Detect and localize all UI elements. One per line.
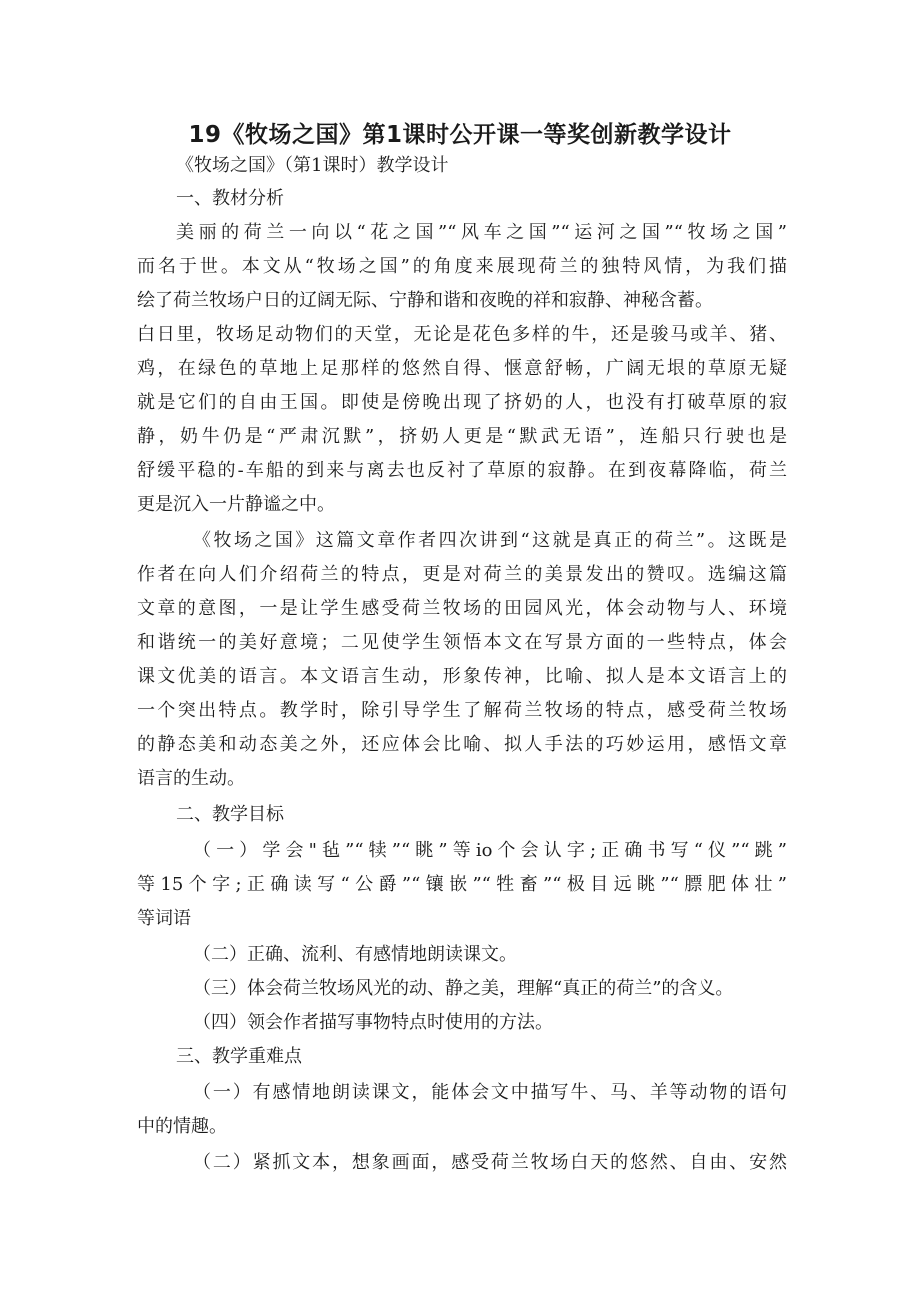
- paragraph-line: 一个突出特点。教学时，除引导学生了解荷兰牧场的特点，感受荷兰牧场: [137, 700, 787, 721]
- goal-item: （三）体会荷兰牧场风光的动、静之美，理解“真正的荷兰”的含义。: [193, 978, 734, 999]
- paragraph-line: 和谐统一的美好意境；二见使学生领悟本文在写景方面的一些特点，体会: [137, 632, 787, 653]
- paragraph-line: 《牧场之国》这篇文章作者四次讲到“这就是真正的荷兰”。这既是: [193, 530, 787, 551]
- document-subtitle: 《牧场之国》（第1课时）教学设计: [176, 155, 449, 176]
- paragraph-line: 美丽的荷兰一向以“花之国”“风车之国”“运河之国”“牧场之国”: [176, 222, 787, 243]
- section-heading-key-difficulties: 三、教学重难点: [176, 1046, 302, 1067]
- paragraph-line: 更是沉入一片静谧之中。: [137, 494, 335, 515]
- section-heading-material-analysis: 一、教材分析: [176, 188, 284, 209]
- paragraph-line: 舒缓平稳的-车船的到来与离去也反衬了草原的寂静。在到夜幕降临，荷兰: [137, 460, 787, 481]
- paragraph-line: 而名于世。本文从“牧场之国”的角度来展现荷兰的独特风情，为我们描: [137, 256, 787, 277]
- paragraph-line: 白日里，牧场足动物们的天堂，无论是花色多样的牛，还是骏马或羊、猪、: [137, 324, 787, 345]
- section-heading-teaching-goals: 二、教学目标: [176, 804, 284, 825]
- paragraph-line: 文章的意图，一是让学生感受荷兰牧场的田园风光，体会动物与人、环境: [137, 598, 787, 619]
- paragraph-line: 作者在向人们介绍荷兰的特点，更是对荷兰的美景发出的赞叹。选编这篇: [137, 564, 787, 585]
- paragraph-line: 静，奶牛仍是“严肃沉默”，挤奶人更是“默武无语”，连船只行驶也是: [137, 426, 787, 447]
- paragraph-line: 语言的生动。: [137, 768, 245, 789]
- goal-item: （四）领会作者描写事物特点时使用的方法。: [193, 1012, 553, 1033]
- paragraph-line: 绘了荷兰牧场户日的辽阔无际、宁静和谐和夜晚的祥和寂静、神秘含蓄。: [137, 290, 713, 311]
- goal-item: （二）正确、流利、有感情地朗读课文。: [193, 944, 517, 965]
- key-point-item: 中的情趣。: [137, 1116, 227, 1137]
- goal-item: 等词语: [137, 908, 191, 929]
- key-point-item: （二）紧抓文本，想象画面，感受荷兰牧场白天的悠然、自由、安然: [193, 1152, 787, 1173]
- document-title: 19《牧场之国》第1课时公开课一等奖创新教学设计: [188, 122, 732, 148]
- key-point-item: （一）有感情地朗读课文，能体会文中描写牛、马、羊等动物的语句: [193, 1082, 787, 1103]
- paragraph-line: 就是它们的自由王国。即使是傍晚出现了挤奶的人，也没有打破草原的寂: [137, 392, 787, 413]
- paragraph-line: 的静态美和动态美之外，还应体会比喻、拟人手法的巧妙运用，感悟文章: [137, 734, 787, 755]
- paragraph-line: 课文优美的语言。本文语言生动，形象传神，比喻、拟人是本文语言上的: [137, 666, 787, 687]
- paragraph-line: 鸡，在绿色的草地上足那样的悠然自得、惬意舒畅，广阔无垠的草原无疑: [137, 358, 787, 379]
- goal-item: 等15个字;正确读写“公爵”“镶嵌”“牲畜”“极目远眺”“膘肥体壮”: [137, 874, 787, 895]
- goal-item: （一）学会"毡”“犊”“眺”等io个会认字;正确书写“仪”“跳”: [193, 840, 787, 861]
